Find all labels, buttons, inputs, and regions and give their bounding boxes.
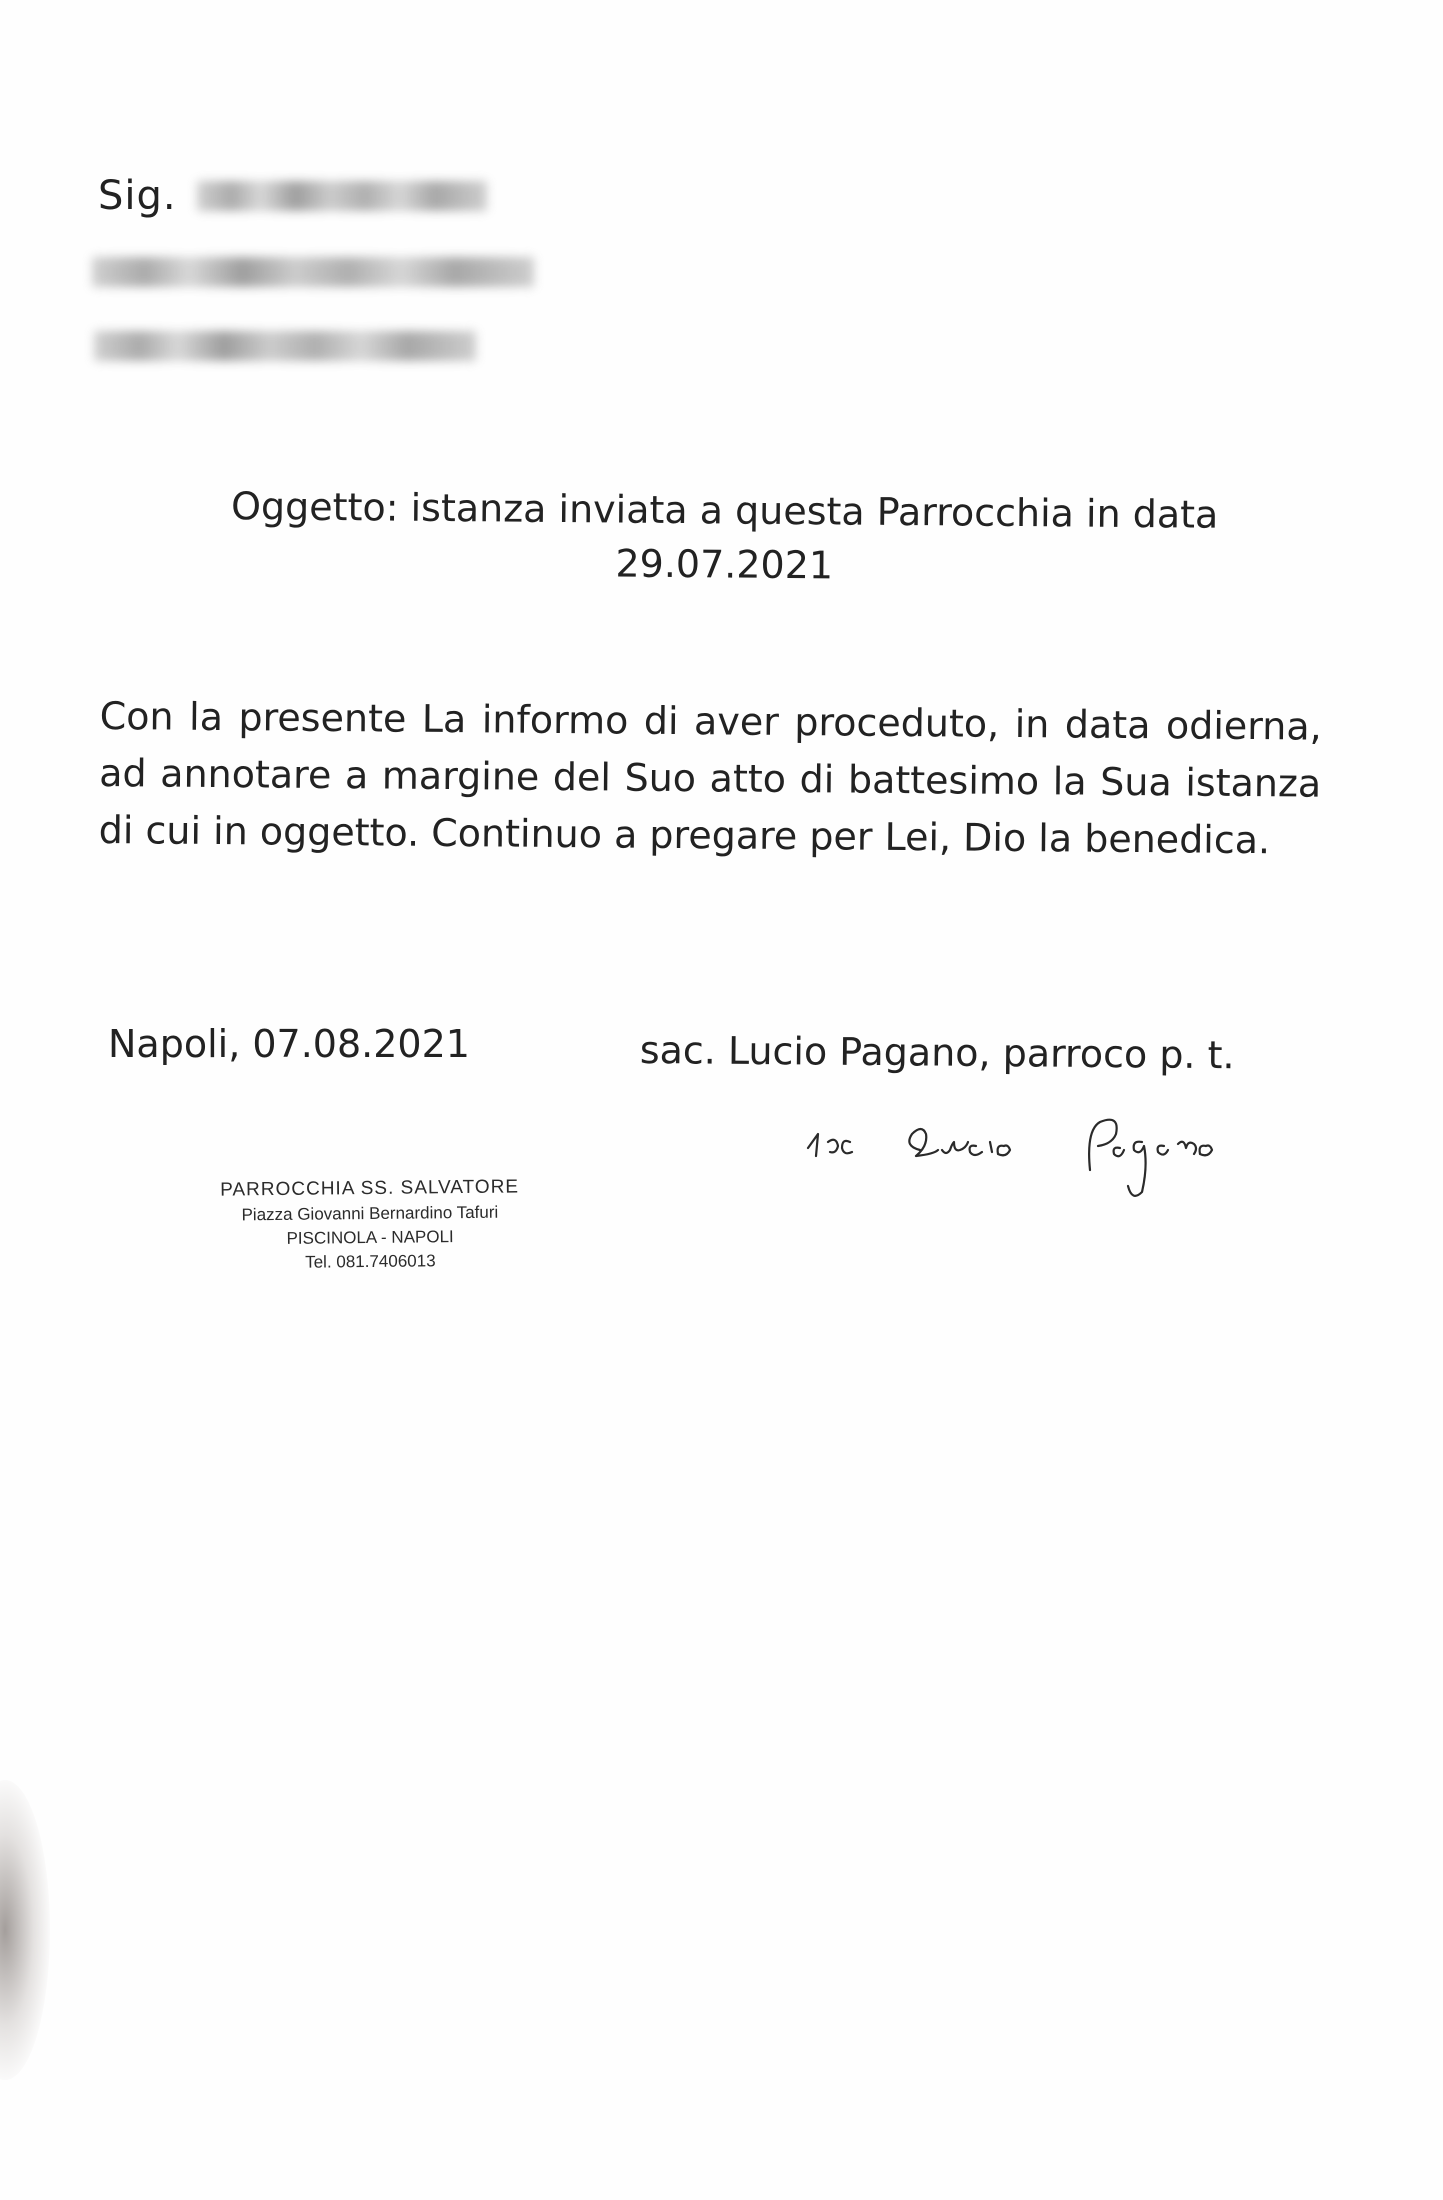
redacted-recipient-street [92, 257, 534, 287]
parish-stamp [199, 1174, 540, 1276]
scan-edge-shadow [0, 1780, 50, 2080]
recipient-address-block [98, 168, 534, 368]
place-and-date: Napoli, 07.08.2021 [108, 1022, 470, 1066]
stamp-parish-name: PARROCCHIA SS. SALVATORE [220, 1176, 520, 1201]
subject-date: 29.07.2021 [615, 541, 834, 588]
letter-body: Con la presente La informo di aver proceduto, in data odierna, ad annotare a margine del Suo atto di battesimo la Sua istanza di cui in oggetto. Continuo a pregare per Lei, Dio la benedica. [98, 693, 1322, 863]
subject-line: Oggetto: istanza inviata a questa Parrocchia in data [230, 484, 1219, 537]
stamp-city: PISCINOLA - NAPOLI [286, 1227, 454, 1248]
signer-name: sac. Lucio Pagano, parroco p. t. [639, 1028, 1235, 1078]
redacted-recipient-city [94, 331, 476, 361]
stamp-address: Piazza Giovanni Bernardino Tafuri [241, 1202, 499, 1225]
redacted-recipient-name [197, 181, 487, 211]
stamp-phone: Tel. 081.7406013 [305, 1251, 436, 1272]
handwritten-signature [800, 1090, 1290, 1220]
subject-block [99, 478, 1350, 597]
salutation: Sig. [98, 173, 177, 219]
